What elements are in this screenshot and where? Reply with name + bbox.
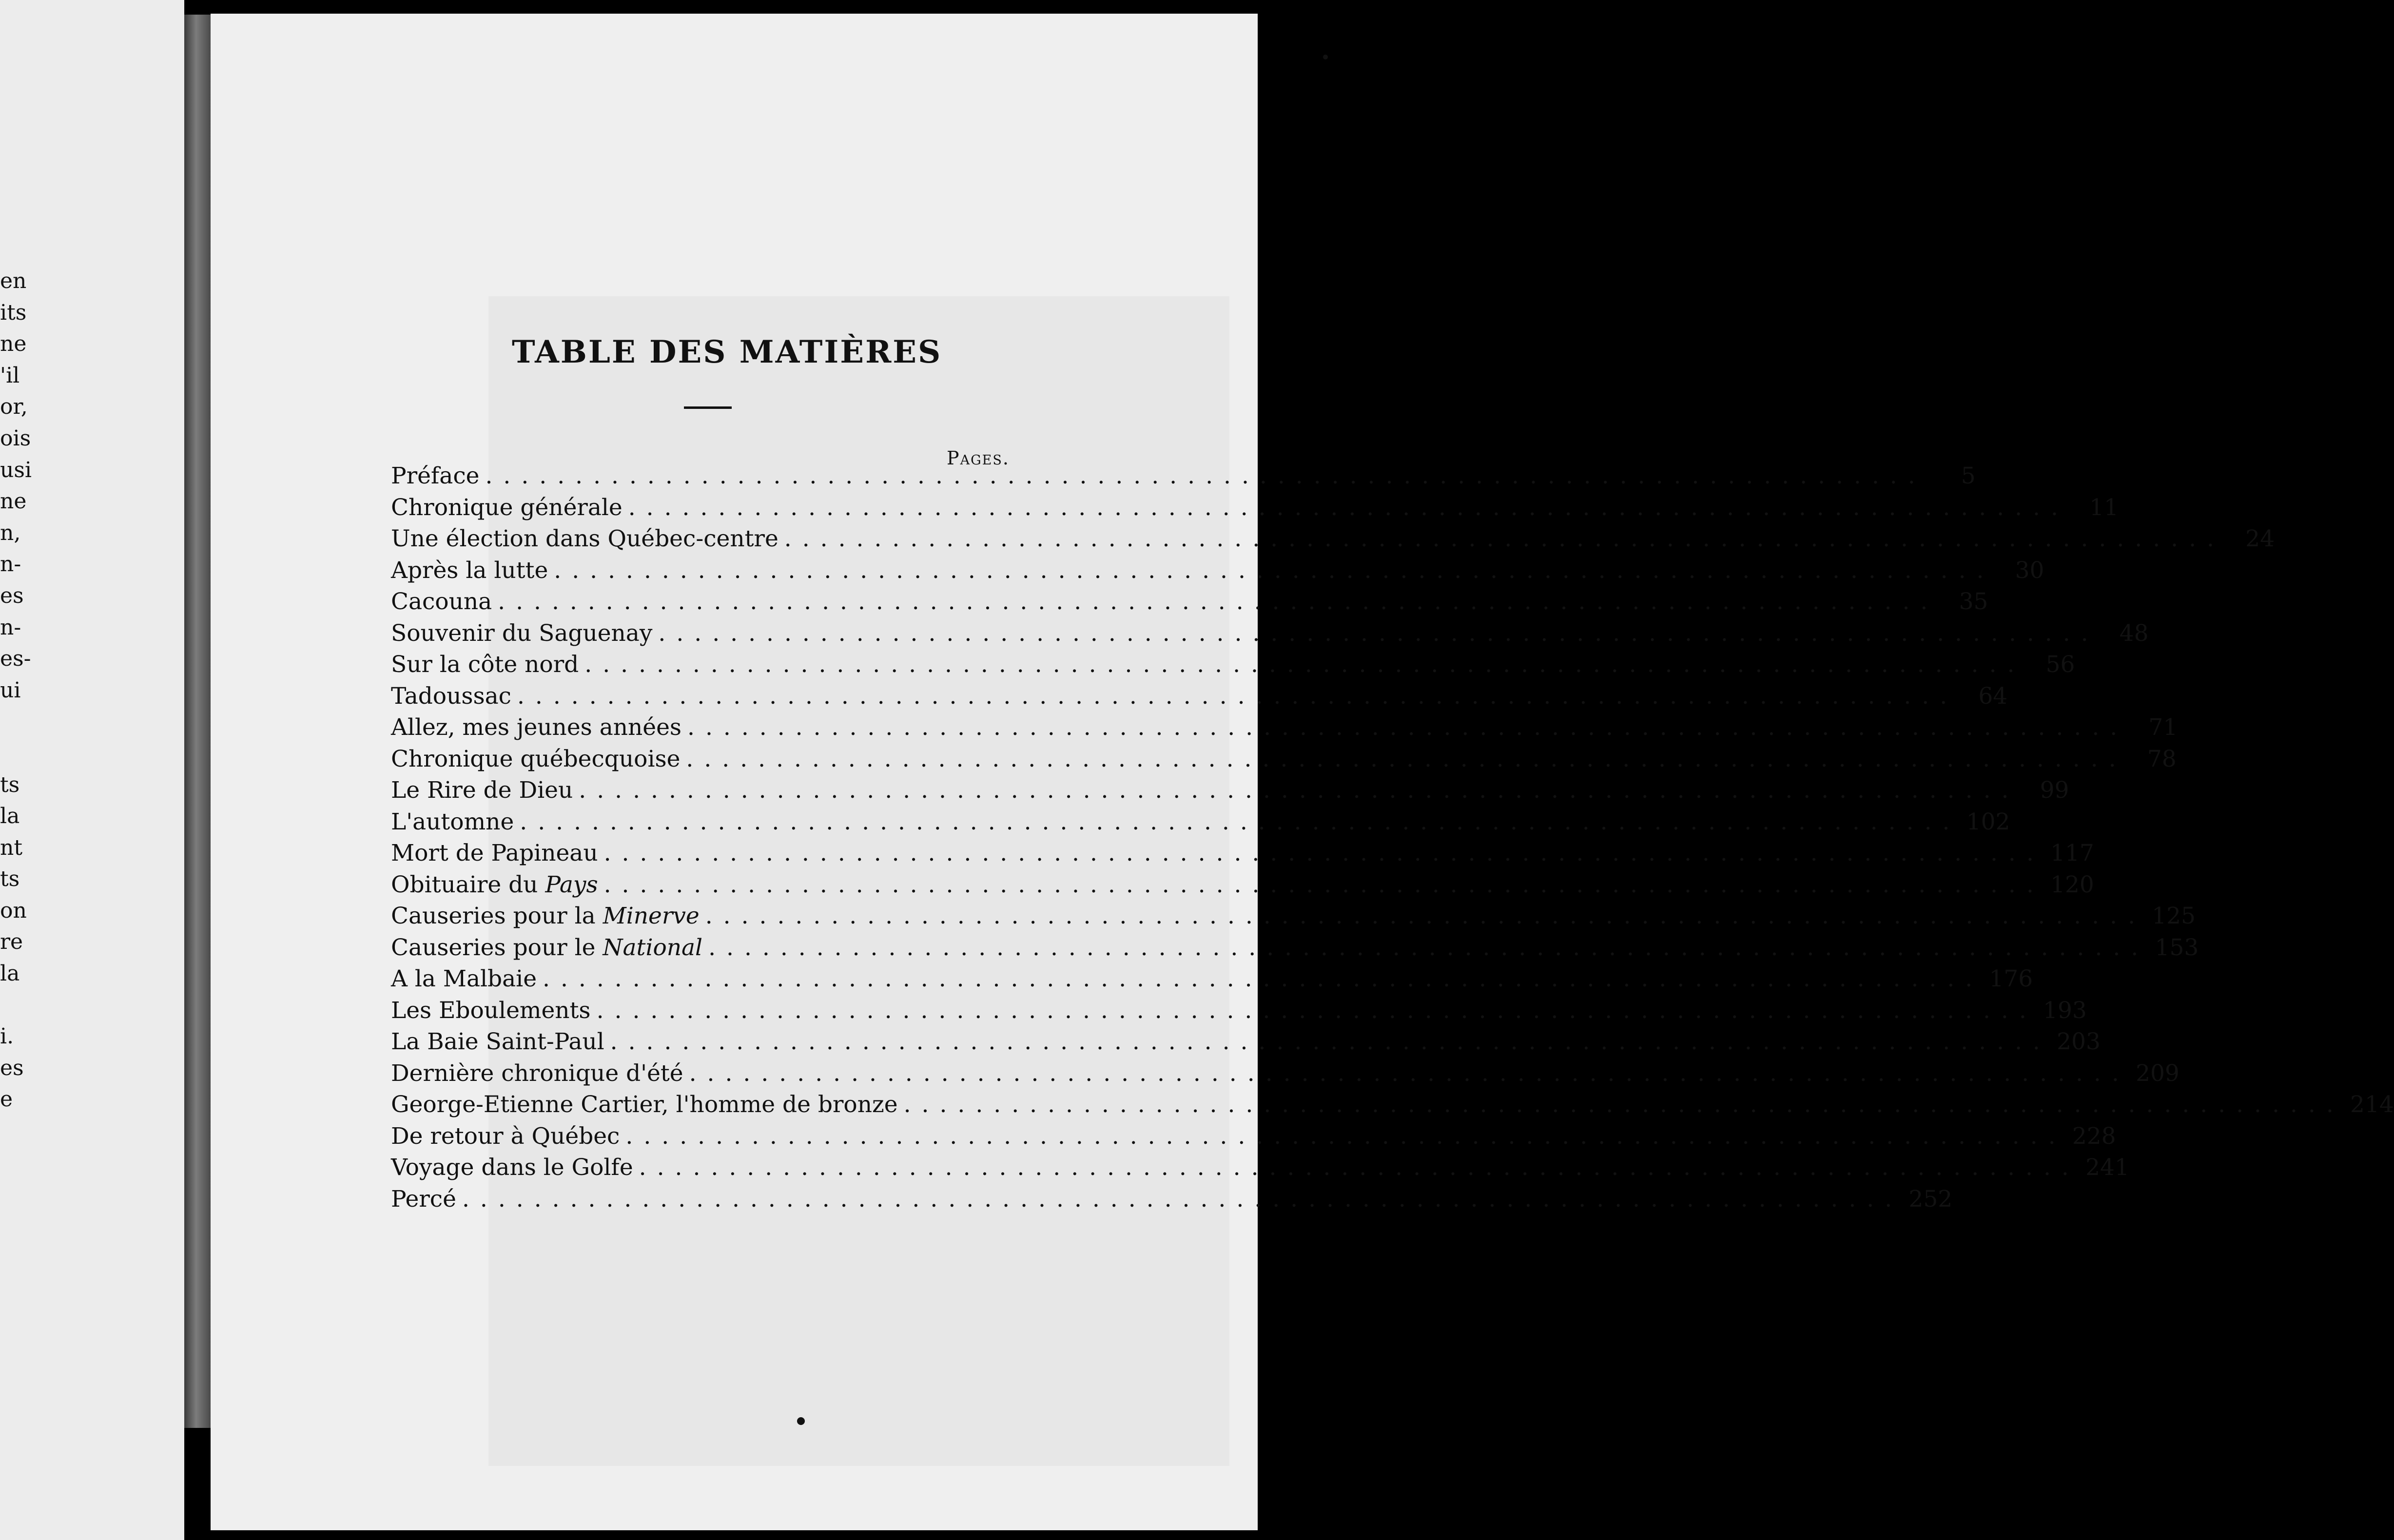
left-text-fragment	[0, 738, 29, 770]
toc-entry	[391, 1152, 2129, 1184]
toc-entry-title: Cacouna	[391, 588, 492, 615]
toc-entry-title: Sur la côte nord	[391, 651, 579, 678]
table-of-contents	[391, 461, 2394, 1215]
left-text-fragment: es	[0, 583, 24, 608]
toc-entry	[391, 1184, 1953, 1215]
left-text-fragment: ts	[0, 866, 20, 892]
toc-entry-page: 24	[2245, 525, 2275, 552]
toc-entry-page: 35	[1959, 588, 1988, 615]
toc-entry	[391, 838, 2094, 869]
toc-entry-page: 241	[2085, 1154, 2129, 1181]
toc-entry-page: 252	[1908, 1185, 1953, 1213]
toc-entry-title: Une élection dans Québec-centre	[391, 525, 779, 552]
toc-dot-leader: ................................................................................	[554, 557, 1995, 584]
toc-entry	[391, 995, 2087, 1027]
toc-entry	[391, 1121, 2116, 1153]
left-text-fragment: ois	[0, 425, 31, 451]
left-text-fragment: its	[0, 300, 27, 325]
toc-entry-title: La Baie Saint-Paul	[391, 1028, 604, 1055]
toc-dot-leader: ................................................................................	[517, 682, 1958, 710]
left-text-fragment	[0, 706, 29, 738]
toc-dot-leader: ................................................................................	[689, 1059, 2130, 1087]
toc-entry	[391, 901, 2196, 932]
toc-entry	[391, 963, 2033, 995]
toc-entry-page: 5	[1961, 462, 1976, 489]
toc-dot-leader: ................................................................................	[705, 903, 2146, 929]
toc-entry-title: Causeries pour la Minerve	[391, 903, 700, 929]
toc-dot-leader: ................................................................................	[485, 462, 1926, 489]
toc-entry	[391, 807, 2010, 838]
toc-entry	[391, 775, 2069, 807]
toc-dot-leader: ................................................................................	[543, 965, 1984, 992]
toc-entry-title: L'automne	[391, 808, 514, 835]
toc-entry	[391, 523, 2275, 555]
toc-entry-title: Chronique générale	[391, 494, 623, 521]
toc-dot-leader: ................................................................................	[708, 934, 2149, 961]
left-text-fragment: usi	[0, 457, 32, 482]
toc-entry-page: 102	[1966, 808, 2010, 835]
left-text-fragment: es	[0, 1055, 24, 1080]
toc-entry-title: Dernière chronique d'été	[391, 1059, 683, 1087]
toc-entry-page: 214	[2350, 1091, 2394, 1118]
toc-entry-title: Obituaire du Pays	[391, 871, 598, 898]
toc-entry	[391, 1058, 2180, 1090]
left-text-fragment: ui	[0, 677, 21, 703]
left-text-fragment: es-	[0, 646, 31, 672]
toc-dot-leader: ................................................................................	[658, 619, 2099, 647]
toc-entry	[391, 1026, 2101, 1058]
left-page-text-fragments	[0, 266, 32, 1116]
ink-speck	[1323, 55, 1328, 59]
toc-entry-page: 48	[2119, 619, 2149, 647]
toc-entry-page: 117	[2050, 840, 2094, 866]
toc-entry-title: Le Rire de Dieu	[391, 777, 573, 804]
toc-entry-title: De retour à Québec	[391, 1122, 620, 1150]
ink-speck	[797, 1417, 805, 1425]
toc-entry-page: 125	[2152, 903, 2196, 929]
toc-dot-leader: ................................................................................	[687, 714, 2128, 741]
left-page	[0, 0, 184, 1540]
left-text-fragment: la	[0, 961, 20, 986]
toc-entry-title: Tadoussac	[391, 682, 511, 710]
toc-entry-title: Voyage dans le Golfe	[391, 1154, 633, 1181]
toc-dot-leader: ................................................................................	[628, 494, 2069, 521]
toc-dot-leader: ................................................................................	[625, 1122, 2066, 1150]
left-text-fragment: ne	[0, 331, 27, 357]
left-text-fragment: on	[0, 898, 27, 923]
title-rule	[684, 406, 732, 409]
toc-entry-title: Préface	[391, 462, 480, 489]
toc-dot-leader: ................................................................................	[596, 997, 2037, 1024]
toc-dot-leader: ................................................................................	[903, 1091, 2344, 1118]
toc-entry-page: 176	[1989, 965, 2033, 992]
left-text-fragment: ne	[0, 489, 27, 514]
publication-name: Pays	[545, 871, 598, 898]
toc-entry-title: Mort de Papineau	[391, 840, 598, 866]
toc-entry	[391, 681, 2008, 712]
toc-entry	[391, 649, 2075, 681]
toc-dot-leader: ................................................................................	[603, 840, 2044, 866]
toc-entry	[391, 586, 1988, 618]
toc-entry-page: 99	[2040, 777, 2069, 804]
toc-entry-page: 78	[2147, 745, 2177, 772]
toc-dot-leader: ................................................................................	[462, 1185, 1903, 1213]
book-spine	[184, 15, 211, 1428]
toc-entry-page: 120	[2050, 871, 2094, 898]
toc-entry-title: Percé	[391, 1185, 456, 1213]
left-text-fragment: n-	[0, 552, 21, 577]
left-text-fragment	[0, 990, 29, 1021]
left-text-fragment: nt	[0, 835, 23, 860]
toc-entry-page: 209	[2136, 1059, 2180, 1087]
left-text-fragment: e	[0, 1087, 13, 1112]
toc-entry-page: 56	[2045, 651, 2075, 678]
toc-dot-leader: ................................................................................	[584, 651, 2025, 678]
toc-entry-title: A la Malbaie	[391, 965, 537, 992]
left-text-fragment: la	[0, 804, 20, 829]
pages-column-header: Pages.	[947, 447, 1010, 469]
left-text-fragment: 'il	[0, 363, 20, 388]
toc-entry-title: Les Eboulements	[391, 997, 591, 1024]
left-text-fragment: n,	[0, 520, 21, 545]
left-text-fragment: re	[0, 929, 23, 955]
toc-entry	[391, 461, 1976, 492]
toc-dot-leader: ................................................................................	[686, 745, 2127, 772]
toc-entry-title: George-Etienne Cartier, l'homme de bronze	[391, 1091, 898, 1118]
toc-entry-title: Causeries pour le National	[391, 934, 703, 961]
toc-entry-page: 30	[2015, 557, 2044, 584]
page-title: TABLE DES MATIÈRES	[512, 334, 942, 370]
toc-entry-page: 153	[2155, 934, 2199, 961]
toc-entry-page: 203	[2057, 1028, 2101, 1055]
toc-dot-leader: ................................................................................	[784, 525, 2225, 552]
toc-entry	[391, 932, 2199, 964]
left-text-fragment: i.	[0, 1024, 14, 1049]
toc-entry-page: 64	[1978, 682, 2008, 710]
toc-entry	[391, 744, 2177, 775]
left-text-fragment: en	[0, 269, 27, 293]
toc-entry-page: 11	[2089, 494, 2119, 521]
left-text-fragment: or,	[0, 394, 28, 420]
toc-entry-title: Après la lutte	[391, 557, 548, 584]
publication-name: National	[603, 934, 703, 961]
toc-dot-leader: ................................................................................	[610, 1028, 2051, 1055]
toc-entry-title: Souvenir du Saguenay	[391, 619, 653, 647]
toc-entry	[391, 555, 2044, 587]
toc-entry-title: Allez, mes jeunes années	[391, 714, 682, 741]
toc-entry	[391, 869, 2094, 901]
toc-dot-leader: ................................................................................	[639, 1154, 2080, 1181]
toc-entry	[391, 492, 2119, 524]
publication-name: Minerve	[603, 903, 700, 929]
toc-dot-leader: ................................................................................	[498, 588, 1939, 615]
toc-dot-leader: ................................................................................	[520, 808, 1961, 835]
toc-entry-page: 193	[2043, 997, 2087, 1024]
toc-dot-leader: ................................................................................	[603, 871, 2044, 898]
toc-dot-leader: ................................................................................	[579, 777, 2020, 804]
left-text-fragment: n-	[0, 615, 21, 640]
toc-entry-page: 228	[2072, 1122, 2116, 1150]
toc-entry-title: Chronique québecquoise	[391, 745, 681, 772]
toc-entry	[391, 618, 2149, 650]
toc-entry	[391, 712, 2178, 744]
left-text-fragment: ts	[0, 772, 20, 797]
toc-entry	[391, 1089, 2394, 1121]
toc-entry-page: 71	[2148, 714, 2178, 741]
